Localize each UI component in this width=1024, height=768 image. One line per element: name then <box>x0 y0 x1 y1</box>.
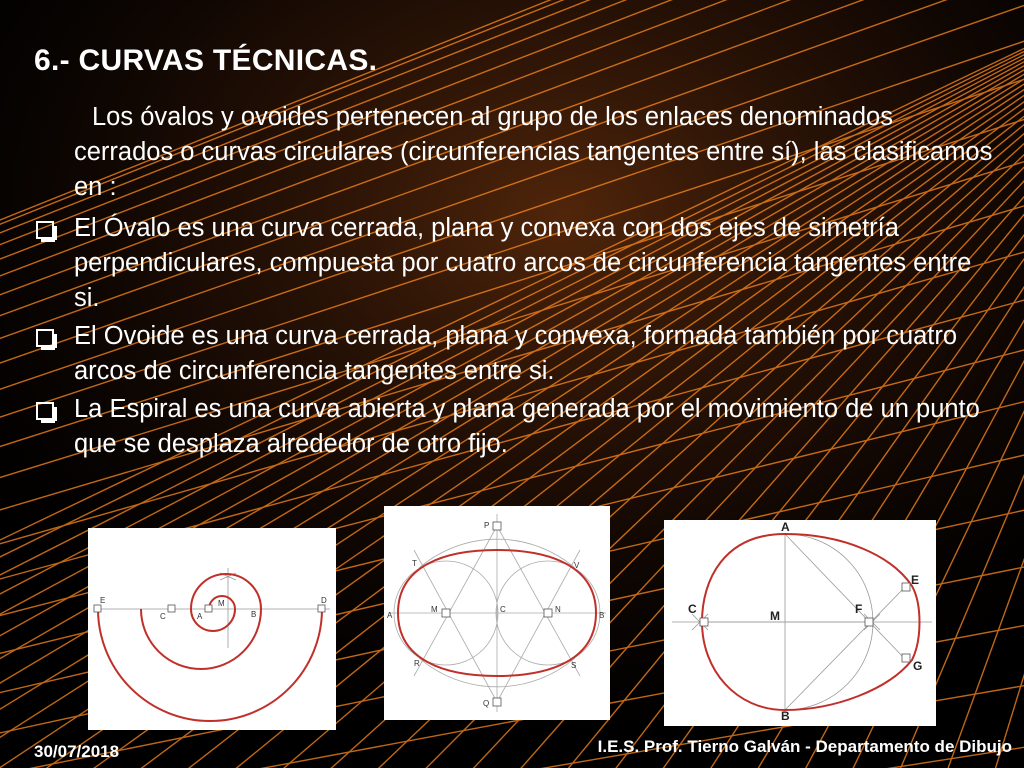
checkbox-bullet-icon <box>36 329 54 347</box>
label-Q: Q <box>483 699 490 708</box>
slide-title: 6.- CURVAS TÉCNICAS. <box>34 44 378 77</box>
label-A: A <box>387 611 393 620</box>
label-P: P <box>484 521 490 530</box>
label-C: C <box>688 602 697 616</box>
footer-credit: I.E.S. Prof. Tierno Galván - Departamento de Dibujo <box>597 737 1012 756</box>
label-B: B <box>781 709 790 723</box>
bullet-ovoid: El Ovoide es una curva cerrada, plana y convexa, formada también por cuatro arcos de circunferencia tangentes entre si. <box>36 319 996 389</box>
spiral-figure <box>88 528 336 730</box>
label-F: F <box>855 602 863 616</box>
label-E: E <box>100 596 106 605</box>
bullet-spiral: La Espiral es una curva abierta y plana generada por el movimiento de un punto que se desplaza alrededor de otro fijo. <box>36 392 996 462</box>
label-A: A <box>197 612 203 621</box>
label-M: M <box>431 605 438 614</box>
bullet-oval: El Óvalo es una curva cerrada, plana y convexa con dos ejes de simetría perpendiculares, compuesta por cuatro arcos de circunferencia tangentes entre si. <box>36 211 996 316</box>
label-R: R <box>414 659 420 668</box>
oval-figure <box>384 506 610 720</box>
footer-date: 30/07/2018 <box>34 742 120 761</box>
label-N: N <box>555 605 561 614</box>
label-B: B <box>599 611 605 620</box>
label-V: V <box>574 561 580 570</box>
checkbox-bullet-icon <box>36 221 54 239</box>
intro-paragraph: Los óvalos y ovoides pertenecen al grupo de los enlaces denominados cerrados o curvas circulares (circunferencias tangentes entre sí), las clasificamos en : <box>74 103 993 201</box>
label-M: M <box>770 609 780 623</box>
ovoid-figure <box>664 520 936 726</box>
label-B: B <box>251 610 257 619</box>
label-C: C <box>500 605 506 614</box>
label-D: D <box>321 596 327 605</box>
label-S: S <box>571 661 577 670</box>
label-C: C <box>160 612 166 621</box>
label-M: M <box>218 599 225 608</box>
label-E: E <box>911 573 920 587</box>
label-A: A <box>781 520 790 534</box>
slide-body <box>36 100 996 465</box>
label-G: G <box>913 659 923 673</box>
checkbox-bullet-icon <box>36 402 54 420</box>
label-T: T <box>412 559 417 568</box>
